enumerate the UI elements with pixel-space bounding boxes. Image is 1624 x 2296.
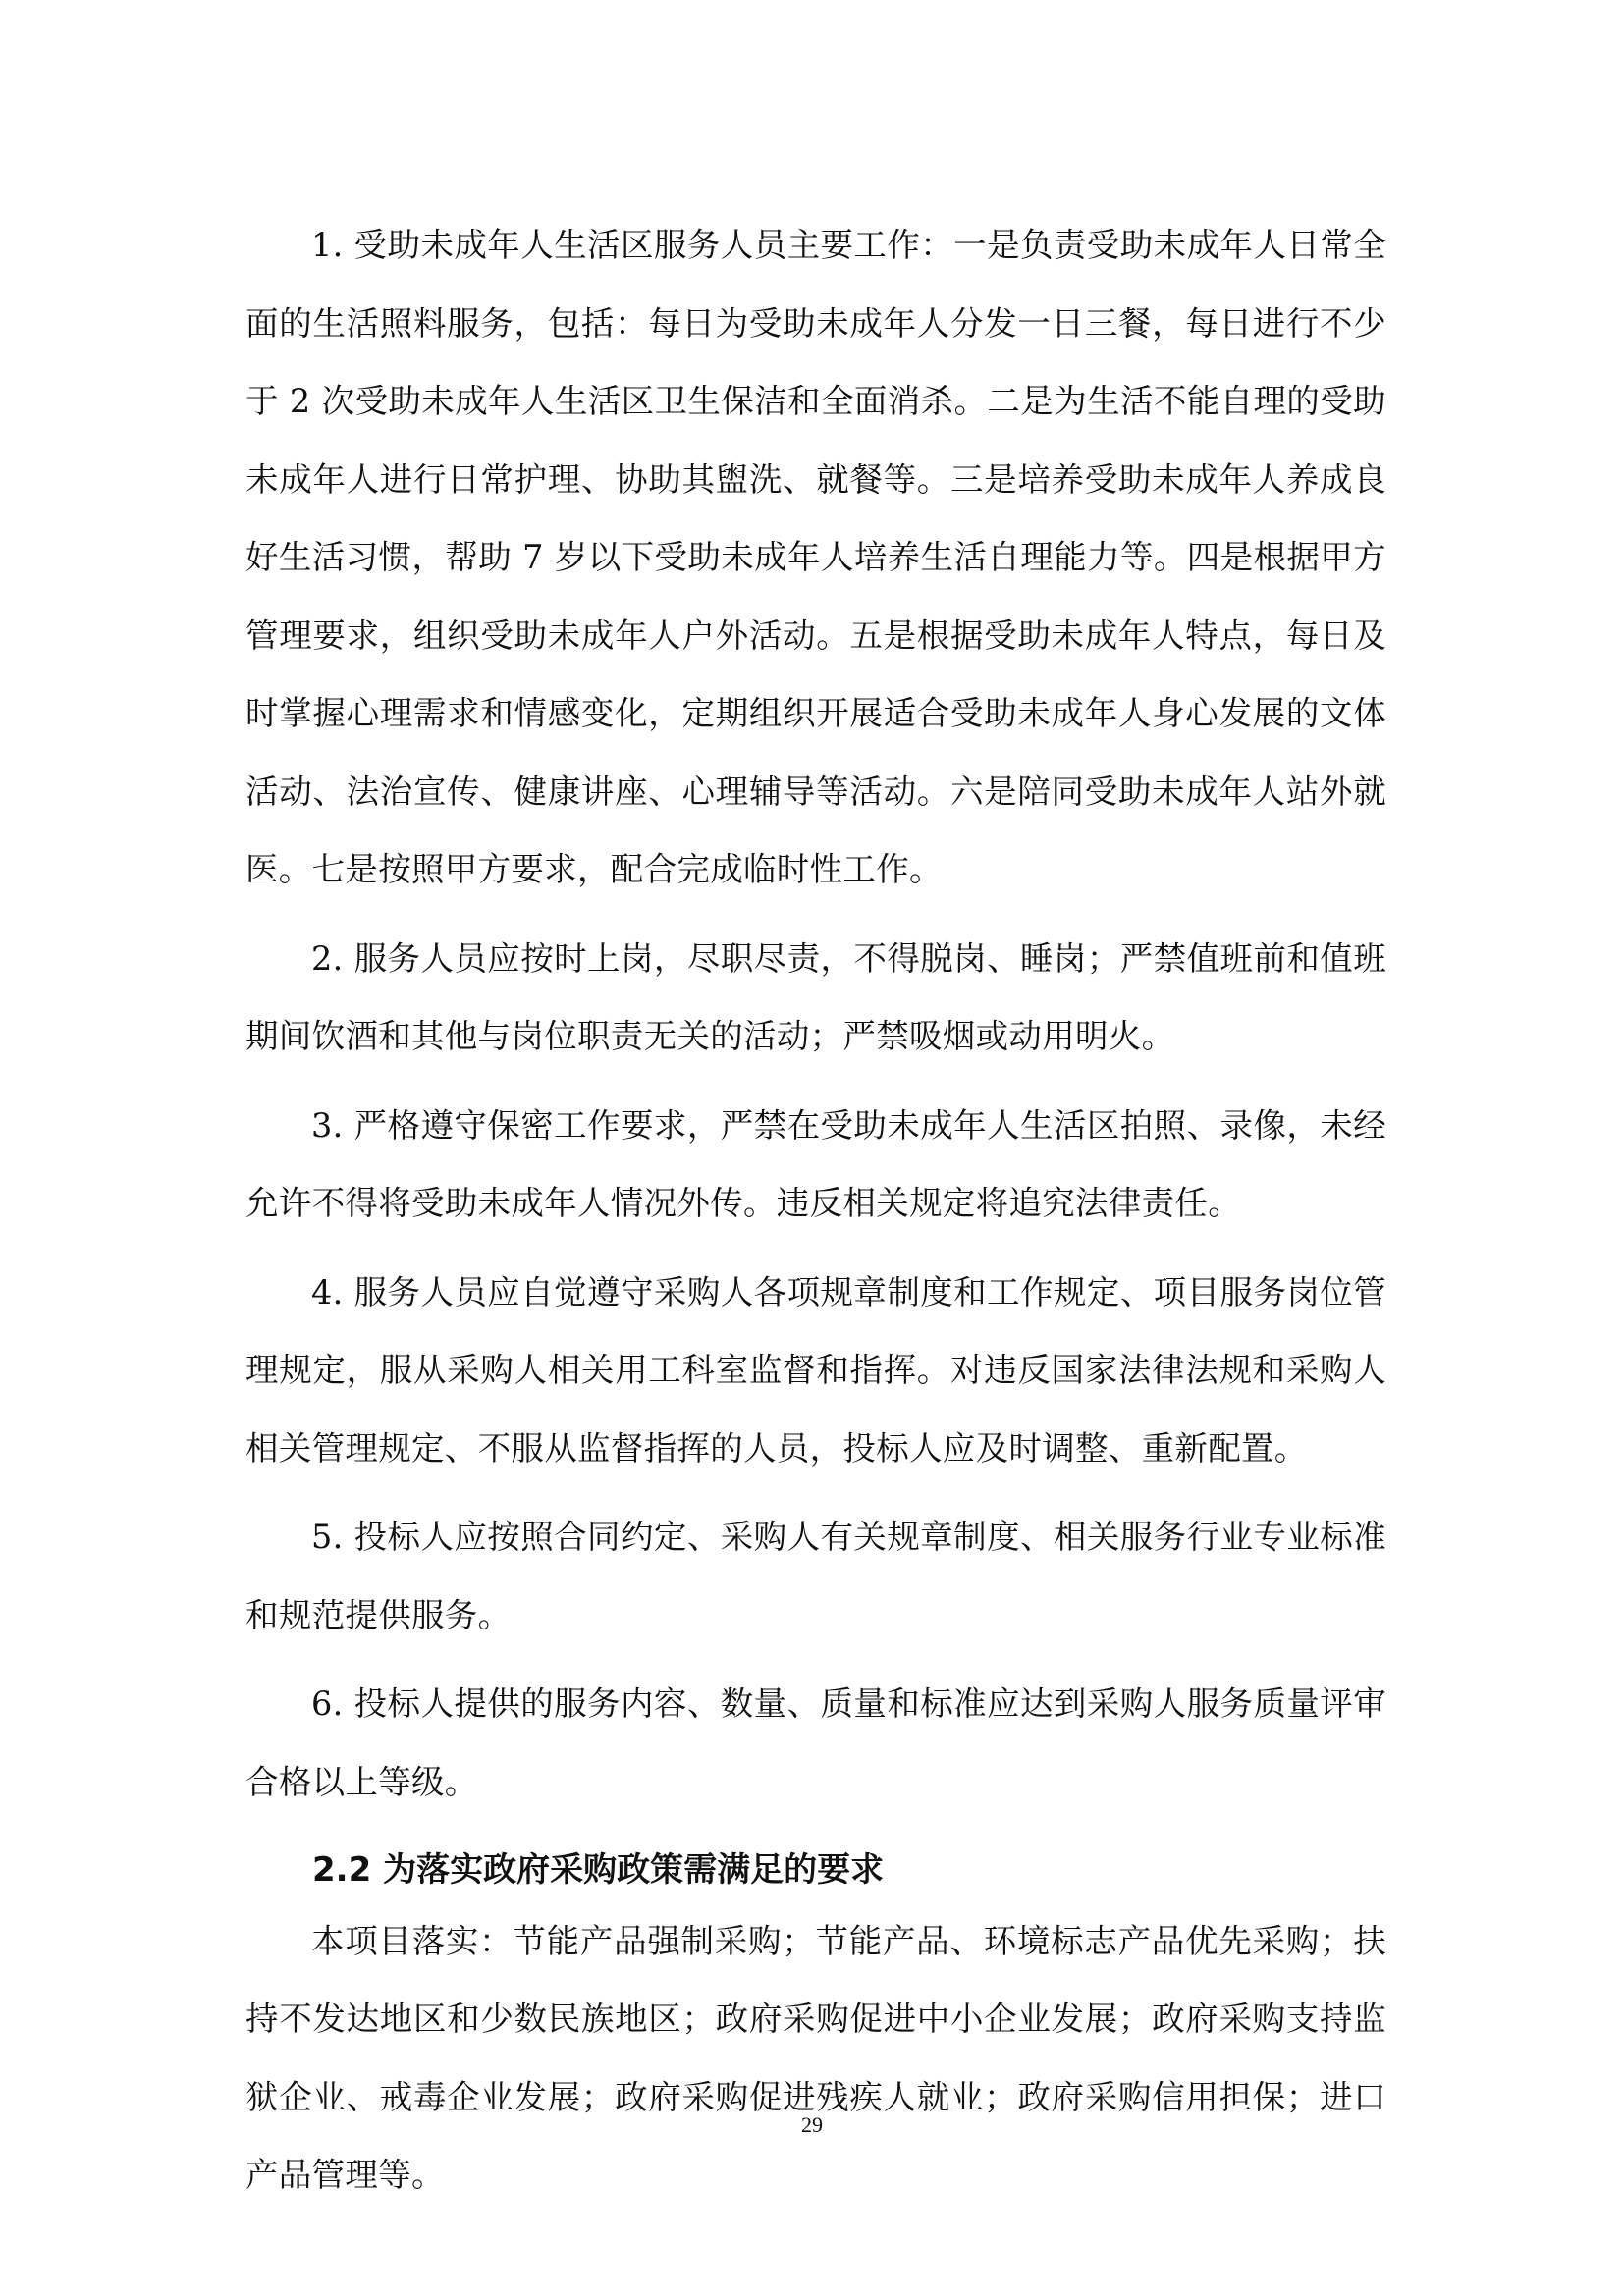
paragraph-item-6: 6. 投标人提供的服务内容、数量、质量和标准应达到采购人服务质量评审合格以上等级。 [245, 1684, 1386, 1801]
page-number: 29 [801, 2112, 823, 2137]
paragraph-item-1: 1. 受助未成年人生活区服务人员主要工作：一是负责受助未成年人日常全面的生活照料服务，包括：每日为受助未成年人分发一日三餐，每日进行不少于 2 次受助未成年人生活区卫生保洁和全面消杀。二是为生活不能自理的受助未成年人进行日常护理、协助其盥洗、就餐等。三是培养受助未成年人养成良好生活习惯，帮助 7 岁以下受助未成年人培养生活自理能力等。四是根据甲方管理要求，组织受助未成年人户外活动。五是根据受助未成年人特点，每日及时掌握心理需求和情感变化，定期组织开展适合受助未成年人身心发展的文体活动、法治宣传、健康讲座、心理辅导等活动。六是陪同受助未成年人站外就医。七是按照甲方要求，配合完成临时性工作。 [245, 226, 1386, 888]
paragraph-item-2: 2. 服务人员应按时上岗，尽职尽责，不得脱岗、睡岗；严禁值班前和值班期间饮酒和其他与岗位职责无关的活动；严禁吸烟或动用明火。 [245, 938, 1386, 1055]
paragraph-item-4: 4. 服务人员应自觉遵守采购人各项规章制度和工作规定、项目服务岗位管理规定，服从采购人相关用工科室监督和指挥。对违反国家法律法规和采购人相关管理规定、不服从监督指挥的人员，投标人应及时调整、重新配置。 [245, 1272, 1386, 1468]
section-paragraph: 本项目落实：节能产品强制采购；节能产品、环境标志产品优先采购；扶持不发达地区和少数民族地区；政府采购促进中小企业发展；政府采购支持监狱企业、戒毒企业发展；政府采购促进残疾人就业；政府采购信用担保；进口产品管理等。 [245, 1921, 1386, 2194]
paragraph-item-5: 5. 投标人应按照合同约定、采购人有关规章制度、相关服务行业专业标准和规范提供服务。 [245, 1518, 1386, 1634]
paragraph-item-3: 3. 严格遵守保密工作要求，严禁在受助未成年人生活区拍照、录像，未经允许不得将受助未成年人情况外传。违反相关规定将追究法律责任。 [245, 1105, 1386, 1222]
page-body [245, 206, 1386, 2225]
section-heading: 2.2 为落实政府采购政策需满足的要求 [312, 1850, 885, 1890]
